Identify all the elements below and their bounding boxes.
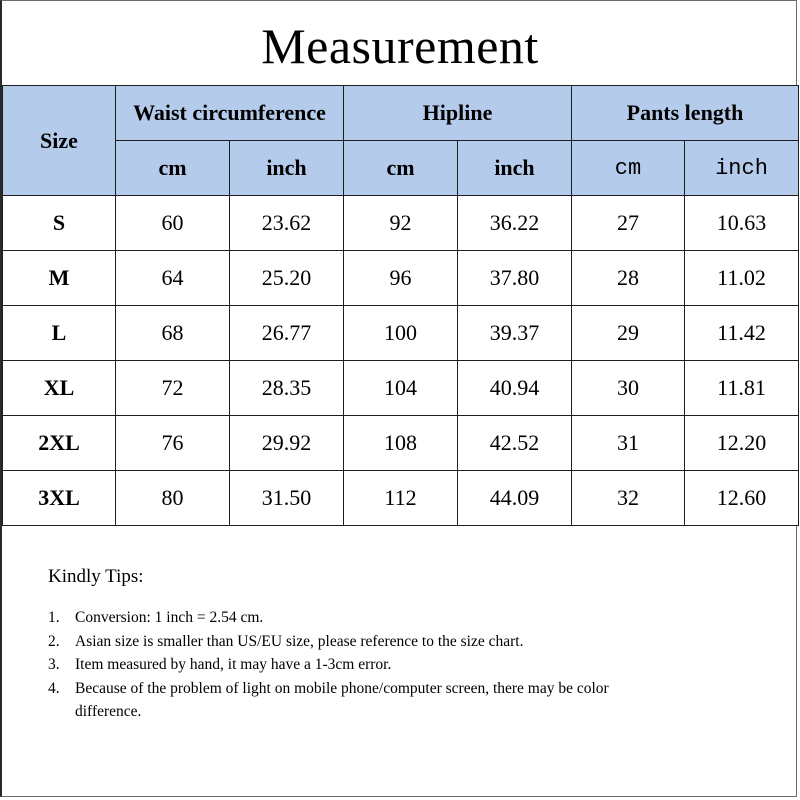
kindly-tips (48, 566, 768, 724)
table-row (3, 416, 799, 471)
measurement-cell: 112 (344, 471, 458, 526)
table-row (3, 361, 799, 416)
measurement-cell: 72 (116, 361, 230, 416)
unit-header: cm (572, 141, 685, 196)
tip-item (48, 677, 768, 724)
measurement-cell: 28 (572, 251, 685, 306)
measurement-cell: 108 (344, 416, 458, 471)
measurement-cell: 44.09 (458, 471, 572, 526)
measurement-cell: 25.20 (230, 251, 344, 306)
tip-item (48, 630, 768, 654)
tip-number: 4. (48, 679, 60, 697)
tip-text: Asian size is smaller than US/EU size, please reference to the size chart. (75, 632, 524, 650)
size-cell: M (3, 251, 116, 306)
measurement-cell: 96 (344, 251, 458, 306)
measurement-cell: 42.52 (458, 416, 572, 471)
size-column-header: Size (3, 86, 116, 196)
tips-title: Kindly Tips: (48, 566, 144, 587)
measurement-cell: 11.02 (685, 251, 799, 306)
measurement-cell: 11.81 (685, 361, 799, 416)
measurement-cell: 23.62 (230, 196, 344, 251)
group-header-waist: Waist circumference (116, 86, 344, 141)
group-header-pants-length: Pants length (572, 86, 799, 141)
size-cell: L (3, 306, 116, 361)
tip-number: 3. (48, 656, 60, 673)
table-header (3, 86, 799, 196)
measurement-cell: 36.22 (458, 196, 572, 251)
measurement-cell: 76 (116, 416, 230, 471)
measurement-cell: 40.94 (458, 361, 572, 416)
tip-text: Conversion: 1 inch = 2.54 cm. (75, 609, 264, 626)
measurement-cell: 37.80 (458, 251, 572, 306)
measurement-cell: 30 (572, 361, 685, 416)
measurement-cell: 27 (572, 196, 685, 251)
measurement-cell: 12.20 (685, 416, 799, 471)
tips-list (48, 606, 768, 724)
table-row (3, 471, 799, 526)
group-header-hipline: Hipline (344, 86, 572, 141)
measurement-cell: 104 (344, 361, 458, 416)
size-cell: 2XL (3, 416, 116, 471)
tip-item (48, 653, 768, 677)
measurement-cell: 31.50 (230, 471, 344, 526)
size-cell: XL (3, 361, 116, 416)
measurement-cell: 29 (572, 306, 685, 361)
measurement-cell: 92 (344, 196, 458, 251)
unit-header: cm (116, 141, 230, 196)
measurement-cell: 10.63 (685, 196, 799, 251)
table-row (3, 251, 799, 306)
table-row (3, 306, 799, 361)
page-title: Measurement (261, 18, 539, 74)
tip-item (48, 606, 768, 630)
measurement-cell: 32 (572, 471, 685, 526)
measurement-cell: 60 (116, 196, 230, 251)
table-row (3, 196, 799, 251)
measurement-cell: 26.77 (230, 306, 344, 361)
header-row-groups (3, 86, 799, 141)
measurement-cell: 31 (572, 416, 685, 471)
measurement-cell: 12.60 (685, 471, 799, 526)
tip-number: 2. (48, 632, 60, 650)
size-cell: S (3, 196, 116, 251)
size-chart-table (2, 85, 799, 526)
unit-header: cm (344, 141, 458, 196)
measurement-cell: 80 (116, 471, 230, 526)
tip-text: Because of the problem of light on mobile phone/computer screen, there may be color difference. (75, 679, 609, 720)
measurement-cell: 28.35 (230, 361, 344, 416)
unit-header: inch (230, 141, 344, 196)
measurement-cell: 64 (116, 251, 230, 306)
measurement-cell: 29.92 (230, 416, 344, 471)
measurement-cell: 68 (116, 306, 230, 361)
measurement-cell: 39.37 (458, 306, 572, 361)
size-cell: 3XL (3, 471, 116, 526)
header-row-units (3, 141, 799, 196)
table-body (3, 196, 799, 526)
measurement-cell: 100 (344, 306, 458, 361)
unit-header: inch (685, 141, 799, 196)
measurement-cell: 11.42 (685, 306, 799, 361)
unit-header: inch (458, 141, 572, 196)
tip-text: Item measured by hand, it may have a 1-3cm error. (75, 656, 392, 673)
tip-number: 1. (48, 609, 60, 626)
